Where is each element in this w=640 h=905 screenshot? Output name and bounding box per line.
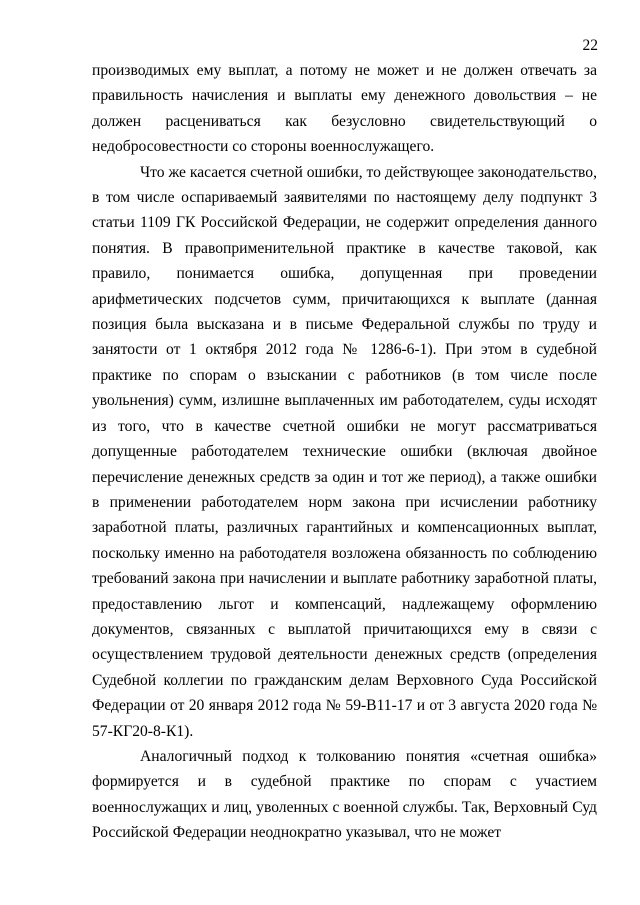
paragraph-counting-error: Что же касается счетной ошибки, то действующее законодательство, в том числе оспариваемый заявителями по настоящему делу подпункт 3 статьи 1109 ГК Российской Федерации, не содержит определения данного понятия. В правоприменительной практике в качестве таковой, как правило, понимается ошибка, допущенная при проведении арифметических подсчетов сумм, причитающихся к выплате (данная позиция была высказана и в письме Федеральной службы по труду и занятости от 1 октября 2012 года № 1286-6-1). При этом в судебной практике по спорам о взыскании с работников (в том числе после увольнения) сумм, излишне выплаченных им работодателем, суды исходят из того, что в качестве счетной ошибки не могут рассматриваться допущенные работодателем технические ошибки (включая двойное перечисление денежных средств за один и тот же период), а также ошибки в применении работодателем норм закона при исчислении работнику заработной платы, различных гарантийных и компенсационных выплат, поскольку именно на работодателя возложена обязанность по соблюдению требований закона при начислении и выплате работнику заработной платы, предоставлению льгот и компенсаций, надлежащему оформлению документов, связанных с выплатой причитающихся ему в связи с осуществлением трудовой деятельности денежных средств (определения Судебной коллегии по гражданским делам Верховного Суда Российской Федерации от 20 января 2012 года № 59-В11-17 и от 3 августа 2020 года № 57-КГ20-8-К1). bbox=[92, 163, 597, 740]
paragraph-similar-approach: Аналогичный подход к толкованию понятия «счетная ошибка» формируется и в судебной практике по спорам с участием военнослужащих и лиц, уволенных с военной службы. Так, Верховный Суд Российской Федерации неоднократно указывал, что не может bbox=[92, 747, 597, 842]
paragraph-continuation: производимых ему выплат, а потому не может и не должен отвечать за правильность начисления и выплаты ему денежного довольствия – не должен расцениваться как безусловно свидетельствующий о недобросовестности со стороны военнослужащего. bbox=[92, 62, 597, 156]
document-body bbox=[92, 58, 597, 846]
page-number: 22 bbox=[582, 37, 598, 54]
